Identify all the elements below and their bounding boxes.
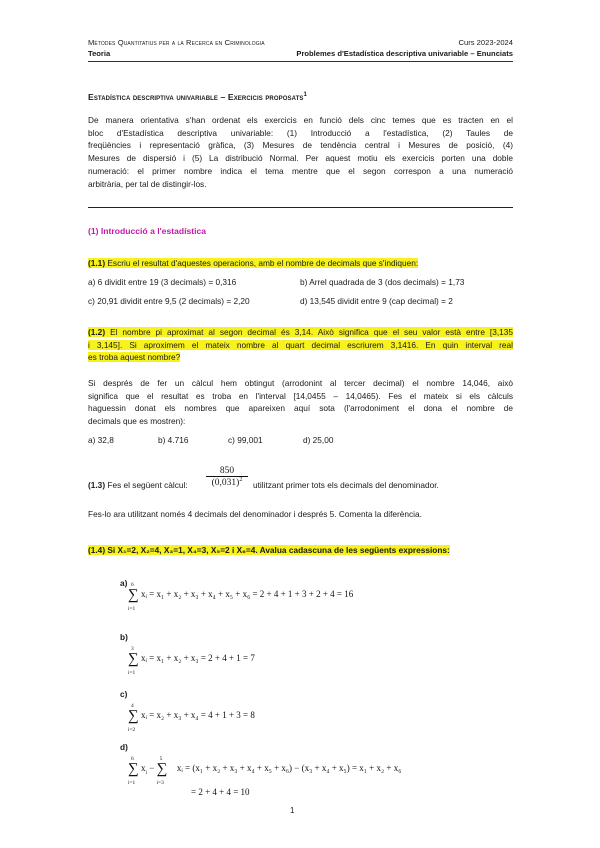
intro-line: Mesures de dispersió i (5) La distribució Normal. Per aquest motiu els exercicis porten una doble (88, 153, 513, 164)
page-number: 1 (290, 806, 295, 815)
header-section: Teoria (88, 49, 111, 58)
sum-upper-limit: 6 (131, 582, 134, 588)
exercise-1-1-item-d: d) 13,545 dividit entre 9 (cap decimal) = 2 (300, 296, 453, 306)
header-doc-title: Problemes d'Estadística descriptiva univariable – Enunciats (296, 49, 513, 58)
item-label: d) (120, 742, 128, 752)
body-line: significa que el resultat es troba en l'interval [14,0455 – 14,0465). Fes el mateix si els càlculs (88, 390, 513, 401)
title-footnote-mark: 1 (303, 92, 307, 99)
exercise-text-line: i 3,145]. Si aproximem el mateix nombre al quart decimal escriurem 3,1416. En quin interval real (88, 339, 513, 350)
sigma-icon: ∑ (128, 708, 139, 724)
sigma-icon: ∑ (156, 761, 168, 777)
sum-lower-limit: i=3 (156, 780, 164, 786)
course-year: Curs 2023-2024 (458, 38, 513, 47)
sum-lower-limit: i=2 (128, 727, 136, 733)
body-line: decimals que es mostren): (88, 416, 186, 427)
sigma-icon: ∑ (128, 587, 139, 603)
exercise-number: 1.3 (90, 480, 103, 490)
sum-upper-limit: 6 (131, 756, 134, 762)
page-title: Estadística descriptiva univariable – Exercicis proposats$^1$ (88, 92, 307, 102)
exercise-1-1-item-c: c) 20,91 dividit entre 9,5 (2 decimals) = 2,20 (88, 296, 250, 306)
exercise-text-line: El nombre pi aproximat al segon decimal és 3,14. Això significa que el seu valor està entre [3,135 (110, 327, 513, 337)
header-divider (88, 61, 513, 62)
intro-line: arbitrària, per tal de distingir-los. (88, 178, 207, 189)
exercise-text: Si X₁=2, X₂=4, X₃=1, X₄=3, X₅=2 i X₆=4. Avalua cadascuna de les següents expressions: (107, 545, 450, 555)
exercise-number: 1.4 (90, 545, 103, 555)
exercise-1-2-statement: (1.2) El nombre pi aproximat al segon decimal és 3,14. Això significa que el seu valor està entre [3,135 i 3,145]. Si aproximem el mateix nombre al quart decimal escriurem 3,1416. En quin interval real es troba aquest nombre? (88, 327, 513, 363)
exercise-1-1-statement: (1.1) Escriu el resultat d'aquestes operacions, amb el nombre de decimals que s'indiquen: (88, 258, 419, 268)
exercise-1-3-fraction (206, 466, 248, 488)
fraction-exponent: 2 (239, 477, 243, 483)
sum-lower-limit: i=1 (128, 780, 136, 786)
intro-line: De manera orientativa s'han ordenat els exercicis en funció dels cinc temes que es tracten en el (88, 115, 513, 125)
sum-upper-limit: 4 (131, 703, 134, 709)
sum-expression-a (128, 582, 354, 612)
course-title: Mètodes Quantitatius per a la Recerca en Criminologia (88, 38, 265, 47)
exercise-1-4-statement: (1.4) Si X₁=2, X₂=4, X₃=1, X₄=3, X₅=2 i X₆=4. Avalua cadascuna de les següents expressions: (88, 545, 450, 555)
body-line: haguessin donat els nombres que apareixen aquí sota (l'arrodoniment el dona el nombre de (88, 403, 513, 414)
exercise-1-2-option-c: c) 99,001 (228, 435, 263, 445)
exercise-text: Fes el següent càlcul: (107, 480, 188, 490)
item-label: a) (120, 578, 128, 588)
body-line: Si després de fer un càlcul hem obtingut (arrodonint al tercer decimal) el nombre 14,046, això (88, 378, 513, 388)
exercise-1-2-option-d: d) 25,00 (303, 435, 334, 445)
item-label: c) (120, 689, 128, 699)
sum-upper-limit: 5 (159, 756, 163, 762)
intro-line: freqüències i representació gràfica, (3) Mesures de tendència central i Mesures de posició, (4) (88, 140, 513, 151)
section-divider (88, 207, 513, 208)
sum-expression-text: xᵢ = x₁ + x₂ + x₃ + x₄ + x₅ + x₆ = 2 + 4 + 1 + 3 + 2 + 4 = 16 (140, 589, 354, 599)
fraction-numerator: 850 (206, 466, 248, 477)
sum-upper-limit: 3 (131, 646, 134, 652)
exercise-1-3-post: utilitzant primer tots els decimals del denominador. (253, 480, 439, 490)
exercise-1-1-item-b: b) Arrel quadrada de 3 (dos decimals) = 1,73 (300, 277, 465, 287)
exercise-number: 1.2 (90, 327, 103, 337)
exercise-1-2-option-b: b) 4.716 (158, 435, 189, 445)
exercise-1-3-pre: (1.3) Fes el següent càlcul: (88, 480, 188, 490)
sum-expression-text: xᵢ = x₂ + x₃ + x₄ = 4 + 1 + 3 = 8 (140, 710, 255, 720)
sum-expression-c (128, 703, 255, 733)
sum-lower-limit: i=1 (128, 606, 136, 612)
sigma-icon: ∑ (128, 651, 139, 667)
exercise-text: Escriu el resultat d'aquestes operacions, amb el nombre de decimals que s'indiquen: (107, 258, 419, 268)
exercise-1-2-option-a: a) 32,8 (88, 435, 114, 445)
sum-expression-d: 6 ∑ i=1 $x_i$ − 5 ∑ i=3 xᵢ = (x₁ + x₂ + x₃ + x₄ + x₅ + x₆) − (x₃ + x₄ + x₅) = x₁ + x₂ + x₆ (128, 756, 402, 786)
sigma-icon: ∑ (128, 761, 139, 777)
intro-line: bloc d'Estadística descriptiva univariable: (1) Introducció a l'estadística, (2) Taules de (88, 127, 513, 138)
topic-1-heading: (1) Introducció a l'estadística (88, 226, 207, 236)
sum-expression-text: xᵢ = x₁ + x₂ + x₃ = 2 + 4 + 1 = 7 (140, 653, 255, 663)
exercise-text-line: es troba aquest nombre? (88, 352, 181, 363)
intro-paragraph (88, 114, 513, 190)
exercise-1-2-body (88, 377, 513, 428)
sum-expression-d-result: = 2 + 4 + 4 = 10 (191, 787, 250, 797)
intro-line: numeració: el primer nombre indica el tema mentre que el segon correspon a una numeració (88, 165, 513, 176)
exercise-1-1-item-a: a) 6 dividit entre 19 (3 decimals) = 0,316 (88, 277, 237, 287)
sum-expression-text: xᵢ = (x₁ + x₂ + x₃ + x₄ + x₅ + x₆) − (x₃ + x₄ + x₅) = x₁ + x₂ + x₆ (176, 763, 402, 773)
exercise-number: 1.1 (90, 258, 103, 268)
sum-expression-b (128, 646, 255, 676)
item-label: b) (120, 632, 128, 642)
fraction-denominator: (0,031) (211, 478, 240, 489)
sum-lower-limit: i=1 (128, 670, 136, 676)
exercise-1-3-line2: Fes-lo ara utilitzant només 4 decimals del denominador i després 5. Comenta la diferència. (88, 509, 422, 519)
